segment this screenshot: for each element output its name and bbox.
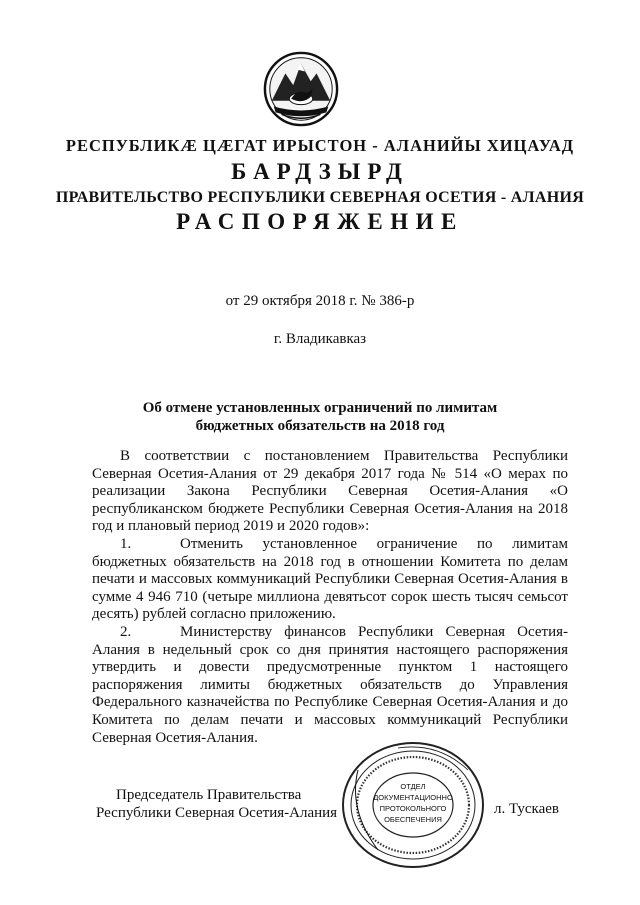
official-seal-stamp xyxy=(338,740,488,870)
header-ossetian-government: РЕСПУБЛИКӔ ЦӔГАТ ИРЫСТОН - АЛАНИЙЫ ХИЦАУАД xyxy=(65,136,575,155)
item-1-number: 1. xyxy=(120,535,132,552)
document-type-title: РАСПОРЯЖЕНИЕ xyxy=(176,209,464,234)
stamp-line-2: ДОКУМЕНТАЦИОННО xyxy=(373,793,453,802)
header-bardzyrd: БАРДЗЫРД xyxy=(231,159,409,184)
item-2-number: 2. xyxy=(120,623,132,640)
item-1-text: Отменить установленное ограничение по лимитам бюджетных обязательств на 2018 год в отношении Комитета по делам печати и массовых коммуникаций Республики Северная Осетия-Алания в сумме 4 946 710 (четыре миллиона девятьсот сорок шесть тысяч семьсот десять) рублей согласно приложению. xyxy=(92,535,568,623)
subject-title-line-1: Об отмене установленных ограничений по лимитам xyxy=(142,400,498,416)
stamp-line-1: ОТДЕЛ xyxy=(400,782,426,791)
header-government-name: ПРАВИТЕЛЬСТВО РЕСПУБЛИКИ СЕВЕРНАЯ ОСЕТИЯ - АЛАНИЯ xyxy=(55,189,585,206)
document-body xyxy=(92,448,568,747)
document-date-number: от 29 октября 2018 г. № 386-р xyxy=(225,293,415,309)
signatory-position-line-1: Председатель Правительства xyxy=(116,787,302,803)
signatory-name: л. Тускаев xyxy=(494,801,560,817)
coat-of-arms-emblem xyxy=(262,50,340,128)
signatory-position xyxy=(96,786,337,822)
item-1-paragraph xyxy=(92,536,568,624)
document-city: г. Владикавказ xyxy=(273,331,367,347)
document-subject-title xyxy=(120,399,520,435)
item-2-paragraph xyxy=(92,624,568,747)
item-2-text: Министерству финансов Республики Северная Осетия-Алания в недельный срок со дня принятия настоящего распоряжения утвердить и довести предусмотренные пунктом 1 настоящего распоряжения лимиты бюджетных обязательств до Управления Федерального казначейства по Республике Северная Осетия-Алания и до Комитета по делам печати и массовых коммуникаций Республики Северная Осетия-Алания. xyxy=(92,623,568,746)
preamble-paragraph: В соответствии с постановлением Правительства Республики Северная Осетия-Алания от 29 декабря 2017 года № 514 «О мерах по реализации Закона Республики Северная Осетия-Алания «О республиканском бюджете Республики Северная Осетия-Алания на 2018 год и плановый период 2019 и 2020 годов»: xyxy=(92,448,568,535)
stamp-line-4: ОБЕСПЕЧЕНИЯ xyxy=(384,815,442,824)
subject-title-line-2: бюджетных обязательств на 2018 год xyxy=(195,418,445,434)
signatory-position-line-2: Республики Северная Осетия-Алания xyxy=(96,805,338,821)
stamp-line-3: ПРОТОКОЛЬНОГО xyxy=(379,804,447,813)
